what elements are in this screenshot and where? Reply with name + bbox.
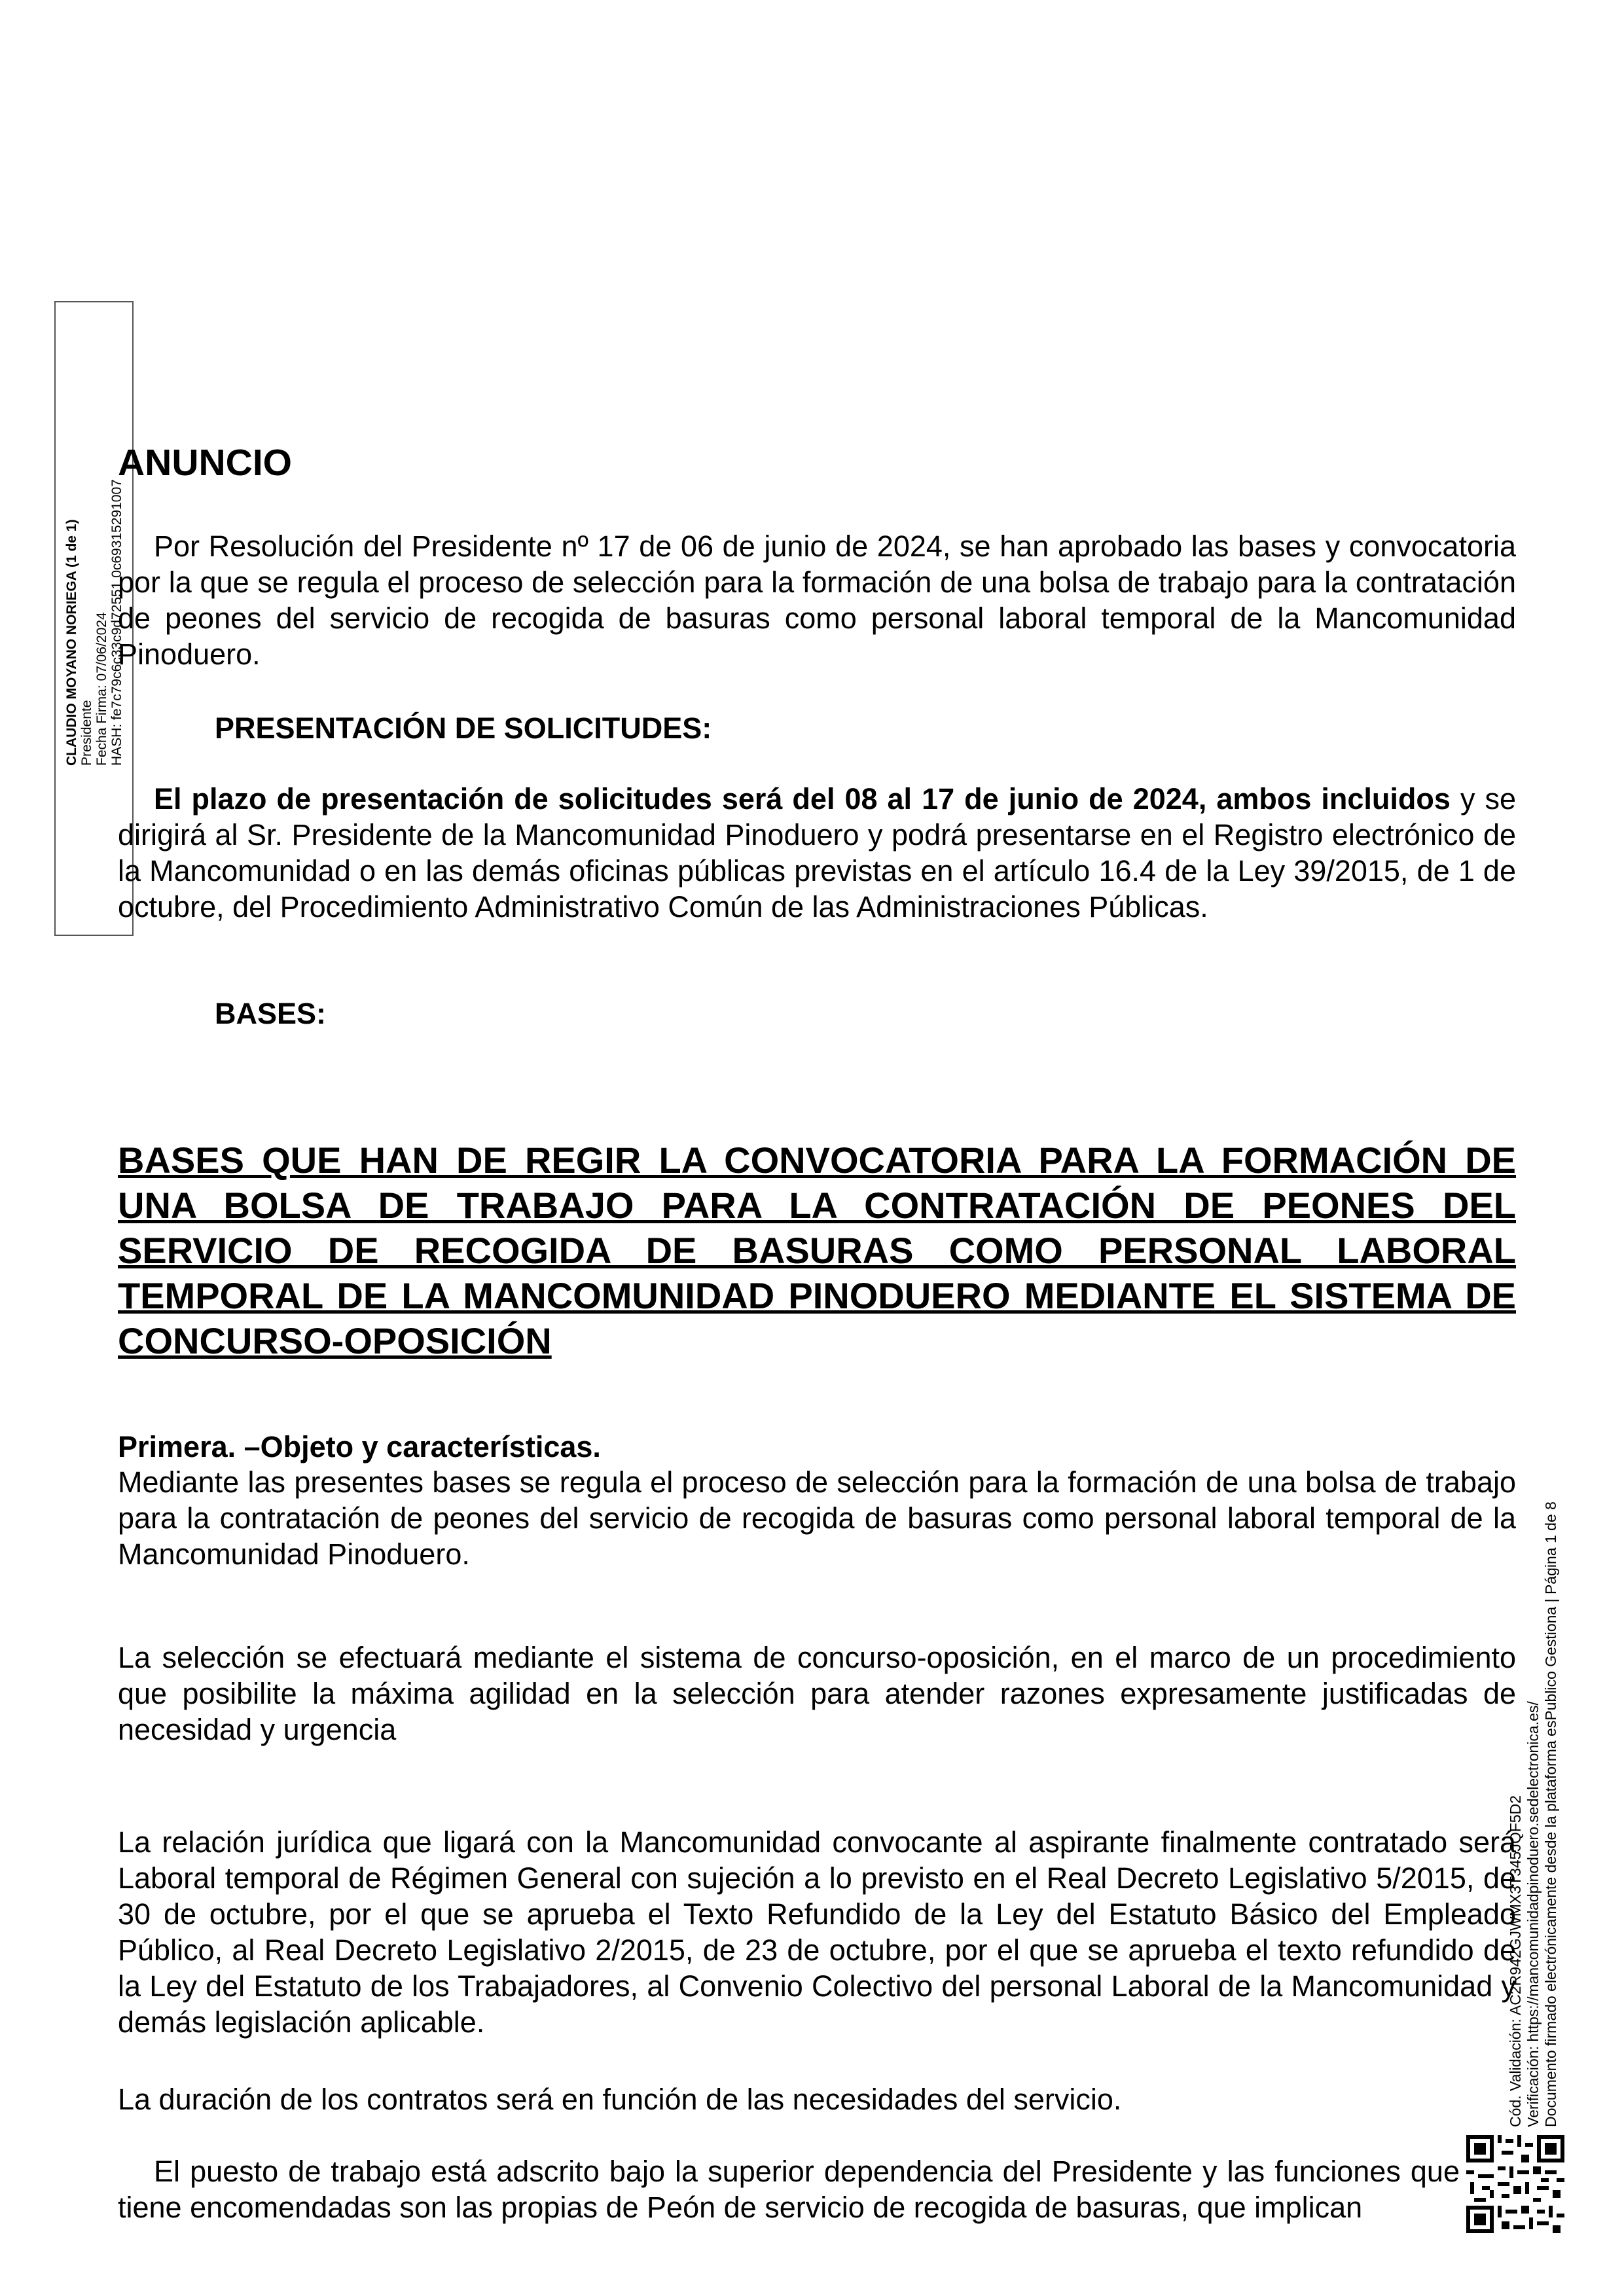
verification-url: Verificación: https://mancomunidadpinoduero.sedelectronica.es/	[1525, 1701, 1542, 2127]
deadline-rest: y se dirigirá al Sr. Presidente de la Mancomunidad Pinoduero y podrá presentarse en el Registro electrónico de la Mancomunidad o en las demás oficinas públicas previstas en el artículo 16.4 de la Ley 39/2015, de 1 de octubre, del Procedimiento Administrativo Común de las Administraciones Públicas.	[118, 782, 1516, 924]
paragraph-object: Mediante las presentes bases se regula el proceso de selección para la formación de una bolsa de trabajo para la contratación de peones del servicio de recogida de basuras como personal laboral temporal de la Mancomunidad Pinoduero.	[118, 1465, 1516, 1571]
signature-date: Fecha Firma: 07/06/2024	[94, 612, 109, 766]
intro-paragraph: Por Resolución del Presidente nº 17 de 06 de junio de 2024, se han aprobado las bases y convocatoria por la que se regula el proceso de selección para la formación de una bolsa de trabajo para la contratación de peones del servicio de recogida de basuras como personal laboral temporal de la Mancomunidad Pinoduero.	[118, 529, 1516, 671]
signature-stamp	[64, 479, 124, 766]
deadline-bold: El plazo de presentación de solicitudes será del 08 al 17 de junio de 2024, ambos incluidos	[154, 782, 1451, 816]
signer-name: CLAUDIO MOYANO NORIEGA (1 de 1)	[64, 519, 79, 766]
paragraph-legal-relation: La relación jurídica que ligará con la Mancomunidad convocante al aspirante finalmente contratado será Laboral temporal de Régimen General con sujeción a lo previsto en el Real Decreto Legislativo 5/2015, de 30 de octubre, por el que se aprueba el Texto Refundido de la Ley del Estatuto Básico del Empleado Público, al Real Decreto Legislativo 2/2015, de 23 de octubre, por el que se aprueba el texto refundido de la Ley del Estatuto de los Trabajadores, al Convenio Colectivo del personal Laboral de la Mancomunidad y demás legislación aplicable.	[118, 1825, 1516, 2039]
verification-block	[1507, 1501, 1560, 2127]
qr-code	[1466, 2135, 1564, 2233]
document-footer: Documento firmado electrónicamente desde la plataforma esPublico Gestiona | Página 1 de 8	[1542, 1501, 1559, 2127]
section-heading: Primera. –Objeto y características.	[118, 1430, 601, 1463]
signature-hash: HASH: fe7c79c6c33c9d72551 0c69315291007	[109, 479, 124, 766]
signer-role: Presidente	[79, 700, 94, 766]
bases-heading: BASES:	[215, 997, 327, 1030]
applications-heading: PRESENTACIÓN DE SOLICITUDES:	[215, 711, 712, 745]
paragraph-duration: La duración de los contratos será en función de las necesidades del servicio.	[118, 2083, 1122, 2116]
paragraph-functions: El puesto de trabajo está adscrito bajo la superior dependencia del Presidente y las funciones que tiene encomendadas son las propias de Peón de servicio de recogida de basuras, que implican	[118, 2155, 1460, 2224]
validation-code: Cód. Validación: AC2R942GJWMX3T345JQF5D2	[1507, 1795, 1524, 2127]
paragraph-selection: La selección se efectuará mediante el sistema de concurso-oposición, en el marco de un procedimiento que posibilite la máxima agilidad en la selección para atender razones expresamente justificadas de necesidad y urgencia	[118, 1641, 1516, 1746]
bases-title: BASES QUE HAN DE REGIR LA CONVOCATORIA PARA LA FORMACIÓN DE UNA BOLSA DE TRABAJO PARA LA CONTRATACIÓN DE PEONES DEL SERVICIO DE RECOGIDA DE BASURAS COMO PERSONAL LABORAL TEMPORAL DE LA MANCOMUNIDAD PINODUERO MEDIANTE EL SISTEMA DE CONCURSO-OPOSICIÓN	[118, 1139, 1516, 1361]
deadline-paragraph	[118, 781, 1516, 925]
page-title: ANUNCIO	[118, 442, 292, 484]
